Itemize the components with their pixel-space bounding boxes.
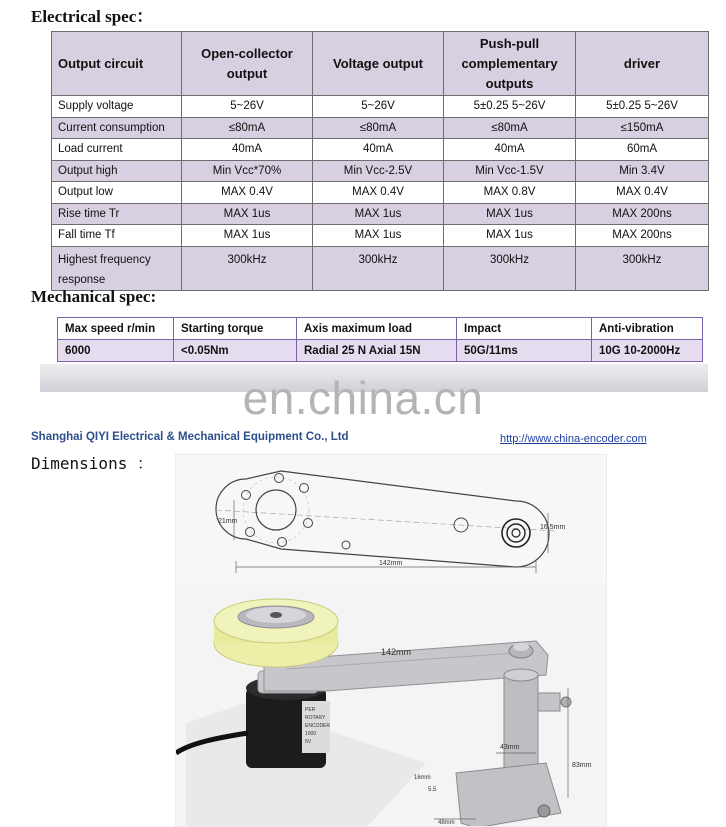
table-cell: 300kHz <box>182 246 313 290</box>
table-row <box>52 182 709 204</box>
table-cell: 10G 10-2000Hz <box>592 340 703 362</box>
table-cell: Output low <box>52 182 182 204</box>
dim-43-label: 43mm <box>500 744 520 751</box>
dim-width-label: 21mm <box>218 518 238 525</box>
table-cell: MAX 0.4V <box>576 182 709 204</box>
watermark-text: en.china.cn <box>242 372 484 424</box>
electrical-header-row <box>52 32 709 96</box>
table-cell: MAX 200ns <box>576 225 709 247</box>
table-cell: 5~26V <box>182 96 313 118</box>
arm-length-label: 142mm <box>381 647 412 657</box>
table-cell: Load current <box>52 139 182 161</box>
table-cell: 300kHz <box>444 246 576 290</box>
table-row <box>52 117 709 139</box>
table-cell: Current consumption <box>52 117 182 139</box>
table-cell: Min 3.4V <box>576 160 709 182</box>
table-cell: MAX 1us <box>444 225 576 247</box>
table-cell: 300kHz <box>313 246 444 290</box>
table-cell: ≤150mA <box>576 117 709 139</box>
table-cell: MAX 1us <box>182 203 313 225</box>
table-row <box>52 225 709 247</box>
table-row <box>52 139 709 161</box>
table-cell: MAX 0.4V <box>182 182 313 204</box>
table-cell: 40mA <box>444 139 576 161</box>
dim-end-label: 16.5mm <box>540 524 566 531</box>
dim-length-label: 142mm <box>379 560 403 567</box>
encoder-label-text: PER <box>305 707 316 713</box>
encoder-product-illustration <box>176 583 607 827</box>
dim-16-label: 16mm <box>414 775 431 781</box>
table-cell: 6000 <box>58 340 174 362</box>
dimensions-heading: Dimensions ： <box>31 454 153 473</box>
table-cell: ≤80mA <box>444 117 576 139</box>
header-cell: Axis maximum load <box>297 318 457 340</box>
header-cell: Max speed r/min <box>58 318 174 340</box>
table-cell: 5±0.25 5~26V <box>576 96 709 118</box>
encoder-label-text: ENCODER <box>305 723 331 729</box>
table-cell: 5~26V <box>313 96 444 118</box>
table-row <box>52 203 709 225</box>
header-cell: Output circuit <box>52 32 182 96</box>
table-cell: Highest frequency response <box>52 246 182 290</box>
shaft-hole-drawing <box>502 519 530 547</box>
encoder-hole-drawing <box>256 490 296 530</box>
table-cell: MAX 200ns <box>576 203 709 225</box>
dim-5-label: 5.5 <box>428 787 437 793</box>
table-cell: MAX 0.4V <box>313 182 444 204</box>
table-cell: MAX 0.8V <box>444 182 576 204</box>
header-cell: Push-pull complementary outputs <box>444 32 576 96</box>
table-cell: Fall time Tf <box>52 225 182 247</box>
table-row <box>52 96 709 118</box>
arm-technical-drawing <box>176 455 607 585</box>
header-cell: Voltage output <box>313 32 444 96</box>
table-row <box>52 160 709 182</box>
table-cell: 50G/11ms <box>457 340 592 362</box>
mechanical-spec-table <box>57 317 703 362</box>
table-cell: Min Vcc*70% <box>182 160 313 182</box>
dim-48-label: 48mm <box>438 820 455 826</box>
electrical-spec-table <box>51 31 709 291</box>
table-cell: Radial 25 N Axial 15N <box>297 340 457 362</box>
header-cell: Starting torque <box>174 318 297 340</box>
encoder-label-text: 1000 <box>305 731 317 737</box>
table-cell: Min Vcc-1.5V <box>444 160 576 182</box>
header-cell: driver <box>576 32 709 96</box>
table-cell: <0.05Nm <box>174 340 297 362</box>
table-cell: Rise time Tr <box>52 203 182 225</box>
table-cell: 5±0.25 5~26V <box>444 96 576 118</box>
table-cell: 60mA <box>576 139 709 161</box>
table-cell: MAX 1us <box>313 225 444 247</box>
table-cell: 40mA <box>313 139 444 161</box>
table-cell: 300kHz <box>576 246 709 290</box>
table-row <box>58 340 703 362</box>
table-cell: 40mA <box>182 139 313 161</box>
table-cell: MAX 1us <box>313 203 444 225</box>
table-cell: Output high <box>52 160 182 182</box>
table-cell: Supply voltage <box>52 96 182 118</box>
encoder-label-text: ROTARY <box>305 715 326 721</box>
header-cell: Anti-vibration <box>592 318 703 340</box>
dim-83-label: 83mm <box>572 762 592 769</box>
dimensions-figure <box>175 454 607 827</box>
table-cell: MAX 1us <box>444 203 576 225</box>
mechanical-header-row <box>58 318 703 340</box>
header-cell: Impact <box>457 318 592 340</box>
header-cell: Open-collector output <box>182 32 313 96</box>
encoder-label-text: 5V <box>305 739 312 745</box>
table-cell: Min Vcc-2.5V <box>313 160 444 182</box>
electrical-spec-heading: Electrical spec： <box>31 7 154 26</box>
table-cell: ≤80mA <box>313 117 444 139</box>
company-name: Shanghai QIYI Electrical & Mechanical Equipment Co., Ltd <box>31 431 349 443</box>
company-website-link[interactable]: http://www.china-encoder.com <box>500 433 647 445</box>
mechanical-spec-heading: Mechanical spec: <box>31 287 157 306</box>
table-row <box>52 246 709 290</box>
table-cell: ≤80mA <box>182 117 313 139</box>
arm-outline <box>216 471 549 567</box>
table-cell: MAX 1us <box>182 225 313 247</box>
